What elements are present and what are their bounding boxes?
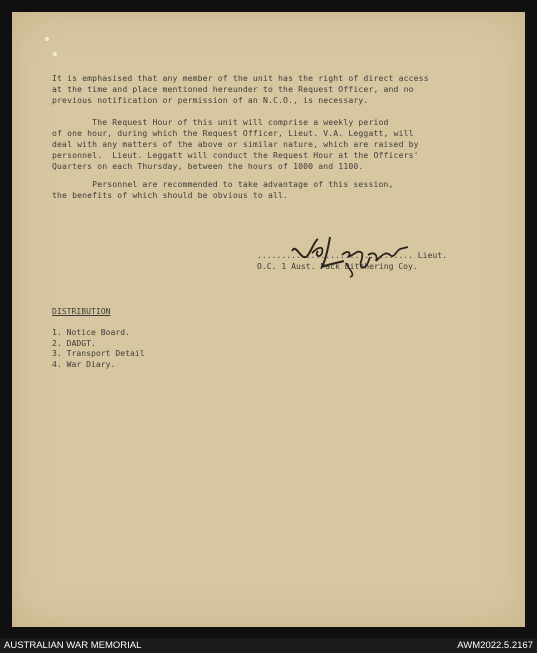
signature-rank-line: ................................ Lieut. [257, 250, 448, 260]
punch-mark [45, 37, 49, 41]
document-page [12, 12, 525, 627]
distribution-list [52, 327, 145, 369]
footer-institution: AUSTRALIAN WAR MEMORIAL [4, 640, 142, 651]
footer-accession-number: AWM2022.5.2167 [457, 640, 533, 651]
punch-mark [53, 52, 57, 56]
list-item: 3. Transport Detail [52, 348, 145, 358]
paragraph-request-hour: The Request Hour of this unit will comprise a weekly period of one hour, during which the Request Officer, Lieut. V.A. Leggatt, will deal with any matters of the above or similar nature, which are raised by personnel. Lieut. Leggatt will conduct the Request Hour at the Officers' Quarters on each Thursday, between the hours of 1000 and 1100. [52, 117, 419, 171]
list-item: 2. DADGT. [52, 337, 96, 348]
handwritten-signature [284, 233, 424, 279]
list-item: 1. Notice Board. [52, 327, 130, 337]
paragraph-recommendation: Personnel are recommended to take advantage of this session, the benefits of which should be obvious to all. [52, 179, 394, 200]
paragraph-direct-access: It is emphasised that any member of the unit has the right of direct access at the time and place mentioned hereunder to the Request Officer, and no previous notification or permission of an N.C.O., is necessary. [52, 73, 429, 105]
distribution-heading: DISTRIBUTION [52, 306, 111, 316]
list-item: 4. War Diary. [52, 358, 116, 369]
signature-unit-line: O.C. 1 Aust. Pack Ditchering Coy. [257, 261, 418, 271]
